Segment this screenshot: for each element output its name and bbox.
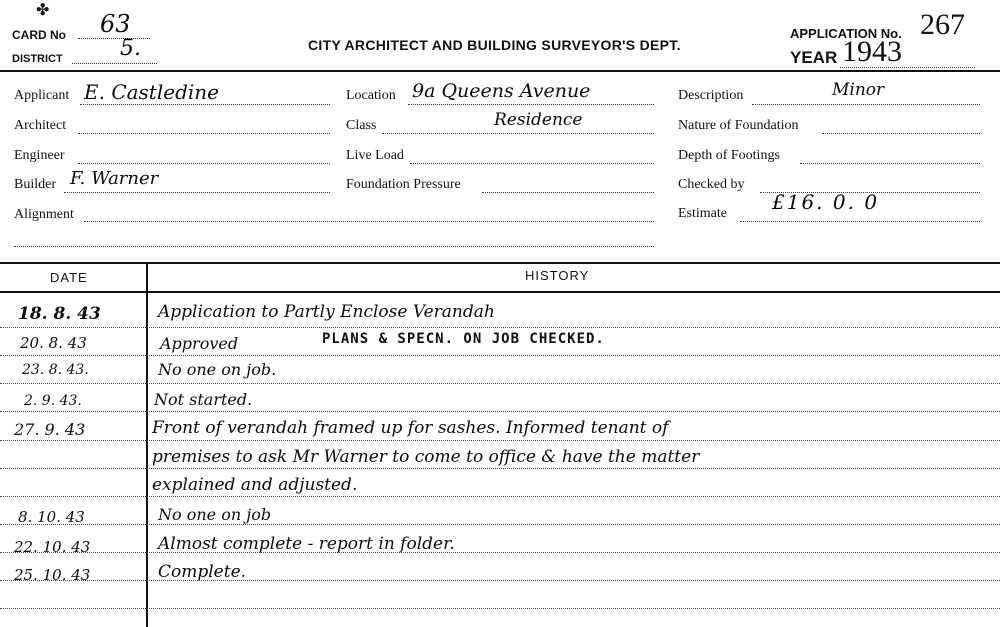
history-text: Application to Partly Enclose Verandah [158, 302, 495, 322]
history-text: Front of verandah framed up for sashes. Informed tenant of [152, 418, 669, 438]
history-date: 27. 9. 43 [14, 420, 86, 439]
card-no-value: 63 [100, 10, 131, 38]
history-date: 8. 10. 43 [18, 508, 85, 526]
description-value: Minor [832, 80, 885, 100]
history-text: Almost complete - report in folder. [158, 534, 455, 554]
description-label: Description [678, 88, 744, 103]
location-value: 9a Queens Avenue [412, 80, 591, 102]
history-date: 25. 10. 43 [14, 566, 91, 584]
history-text: No one on job [158, 505, 272, 524]
history-date: 22. 10. 43 [14, 538, 91, 556]
history-header-rule [0, 291, 1000, 293]
builder-label: Builder [14, 177, 56, 192]
history-column-header: HISTORY [525, 268, 590, 283]
history-text: Not started. [154, 390, 253, 409]
approval-stamp: PLANS & SPECN. ON JOB CHECKED. [322, 331, 605, 347]
date-column-header: DATE [50, 270, 88, 285]
application-label: APPLICATION No. [790, 26, 902, 41]
history-text: Complete. [158, 562, 247, 582]
applicant-value: E. Castledine [84, 80, 219, 104]
checked-by-label: Checked by [678, 177, 745, 192]
card-no-label: CARD No [12, 28, 66, 42]
year-value: 1943 [842, 35, 902, 68]
district-value: 5. [120, 36, 141, 61]
history-date: 23. 8. 43. [22, 362, 89, 378]
engineer-label: Engineer [14, 148, 65, 163]
depth-of-footings-label: Depth of Footings [678, 148, 780, 163]
location-label: Location [346, 88, 396, 103]
bird-emblem-icon: ✤ [36, 2, 50, 19]
foundation-pressure-label: Foundation Pressure [346, 177, 461, 192]
date-column-divider [146, 263, 148, 627]
live-load-label: Live Load [346, 148, 404, 163]
alignment-label: Alignment [14, 207, 74, 222]
history-text: Approved [160, 334, 239, 353]
class-label: Class [346, 118, 377, 133]
history-date: 18. 8. 43 [18, 304, 101, 324]
history-date: 2. 9. 43. [24, 393, 82, 409]
estimate-value: £16. 0. 0 [772, 190, 880, 214]
applicant-label: Applicant [14, 88, 70, 103]
dept-title: CITY ARCHITECT AND BUILDING SURVEYOR'S DEPT. [308, 37, 681, 53]
history-text: No one on job. [158, 360, 277, 379]
estimate-label: Estimate [678, 206, 727, 221]
year-label: YEAR [790, 48, 838, 67]
architect-label: Architect [14, 118, 67, 133]
nature-of-foundation-label: Nature of Foundation [678, 118, 799, 133]
class-value: Residence [494, 110, 583, 130]
history-date: 20. 8. 43 [20, 334, 87, 352]
history-top-rule [0, 262, 1000, 264]
header-rule [0, 70, 1000, 72]
builder-value: F. Warner [70, 168, 159, 189]
history-text: explained and adjusted. [152, 475, 358, 495]
application-value: 267 [920, 8, 965, 41]
history-text: premises to ask Mr Warner to come to office & have the matter [152, 447, 700, 467]
district-label: DISTRICT [12, 53, 63, 65]
